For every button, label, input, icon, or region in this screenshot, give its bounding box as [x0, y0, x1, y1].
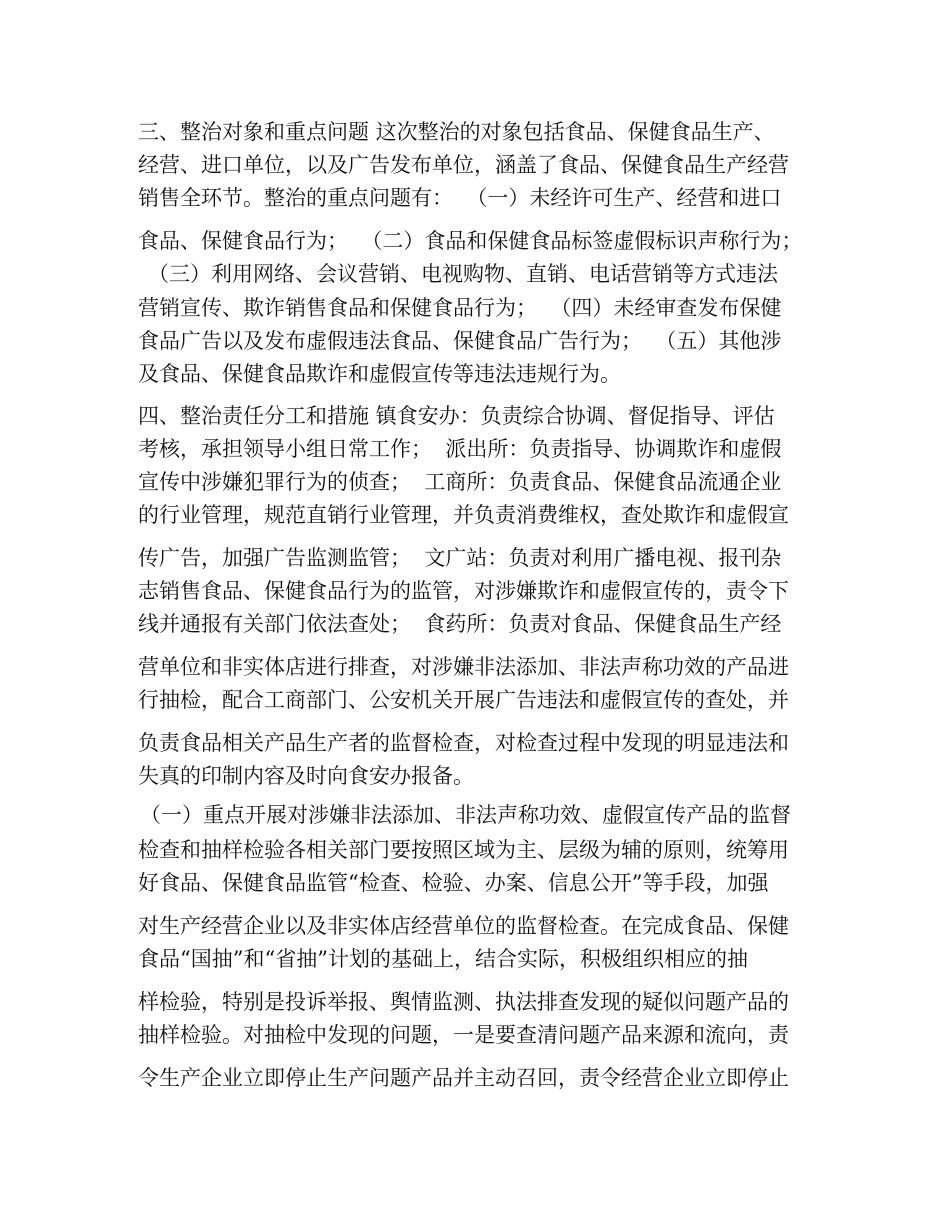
text-line: 传广告，加强广告监测监管； 文广站：负责对利用广播电视、报刊杂	[138, 546, 782, 570]
text-line: 及食品、保健食品欺诈和虚假宣传等违法违规行为。	[138, 362, 621, 386]
text-line: 对生产经营企业以及非实体店经营单位的监督检查。在完成食品、保健	[138, 914, 789, 938]
text-line: 线并通报有关部门依法查处； 食药所：负责对食品、保健食品生产经	[138, 612, 782, 636]
text-line: （一）重点开展对涉嫌非法添加、非法声称功效、虚假宣传产品的监督	[140, 803, 791, 827]
text-line: 的行业管理，规范直销行业管理，并负责消费维权，查处欺诈和虚假宣	[138, 503, 789, 527]
text-line: 营销宣传、欺诈销售食品和保健食品行为； （四）未经审查发布保健	[138, 296, 782, 320]
text-line: 食品广告以及发布虚假违法食品、保健食品广告行为； （五）其他涉	[138, 329, 782, 353]
text-line: 四、整治责任分工和措施 镇食安办：负责综合协调、督促指导、评估	[138, 404, 775, 428]
text-line: 抽样检验。对抽检中发现的问题，一是要查清问题产品来源和流向，责	[138, 1023, 789, 1047]
text-line: （三）利用网络、会议营销、电视购物、直销、电话营销等方式违法	[148, 262, 778, 286]
text-line: 志销售食品、保健食品行为的监管，对涉嫌欺诈和虚假宣传的，责令下	[138, 579, 789, 603]
text-line: 令生产企业立即停止生产问题产品并主动召回，责令经营企业立即停止	[138, 1066, 789, 1090]
text-line: 三、整治对象和重点问题 这次整治的对象包括食品、保健食品生产、	[138, 120, 775, 144]
text-line: 食品、保健食品行为； （二）食品和保健食品标签虚假标识声称行为；	[138, 229, 803, 253]
text-line: 营单位和非实体店进行排查，对涉嫌非法添加、非法声称功效的产品进	[138, 655, 789, 679]
text-line: 销售全环节。整治的重点问题有： （一）未经许可生产、经营和进口	[138, 186, 782, 210]
text-line: 行抽检，配合工商部门、公安机关开展广告违法和虚假宣传的查处，并	[138, 688, 789, 712]
text-line: 样检验，特别是投诉举报、舆情监测、执法排查发现的疑似问题产品的	[138, 990, 789, 1014]
text-line: 考核，承担领导小组日常工作； 派出所：负责指导、协调欺诈和虚假	[138, 437, 782, 461]
text-line: 宣传中涉嫌犯罪行为的侦查； 工商所：负责食品、保健食品流通企业	[138, 470, 782, 494]
text-line: 经营、进口单位，以及广告发布单位，涵盖了食品、保健食品生产经营	[138, 153, 789, 177]
text-line: 负责食品相关产品生产者的监督检查，对检查过程中发现的明显违法和	[138, 731, 789, 755]
text-line: 失真的印制内容及时向食安办报备。	[138, 764, 474, 788]
text-line: 好食品、保健食品监管“检查、检验、办案、信息公开”等手段，加强	[138, 871, 769, 895]
text-line: 食品“国抽”和“省抽”计划的基础上，结合实际，积极组织相应的抽	[138, 947, 748, 971]
text-line: 检查和抽样检验各相关部门要按照区域为主、层级为辅的原则，统筹用	[138, 838, 789, 862]
